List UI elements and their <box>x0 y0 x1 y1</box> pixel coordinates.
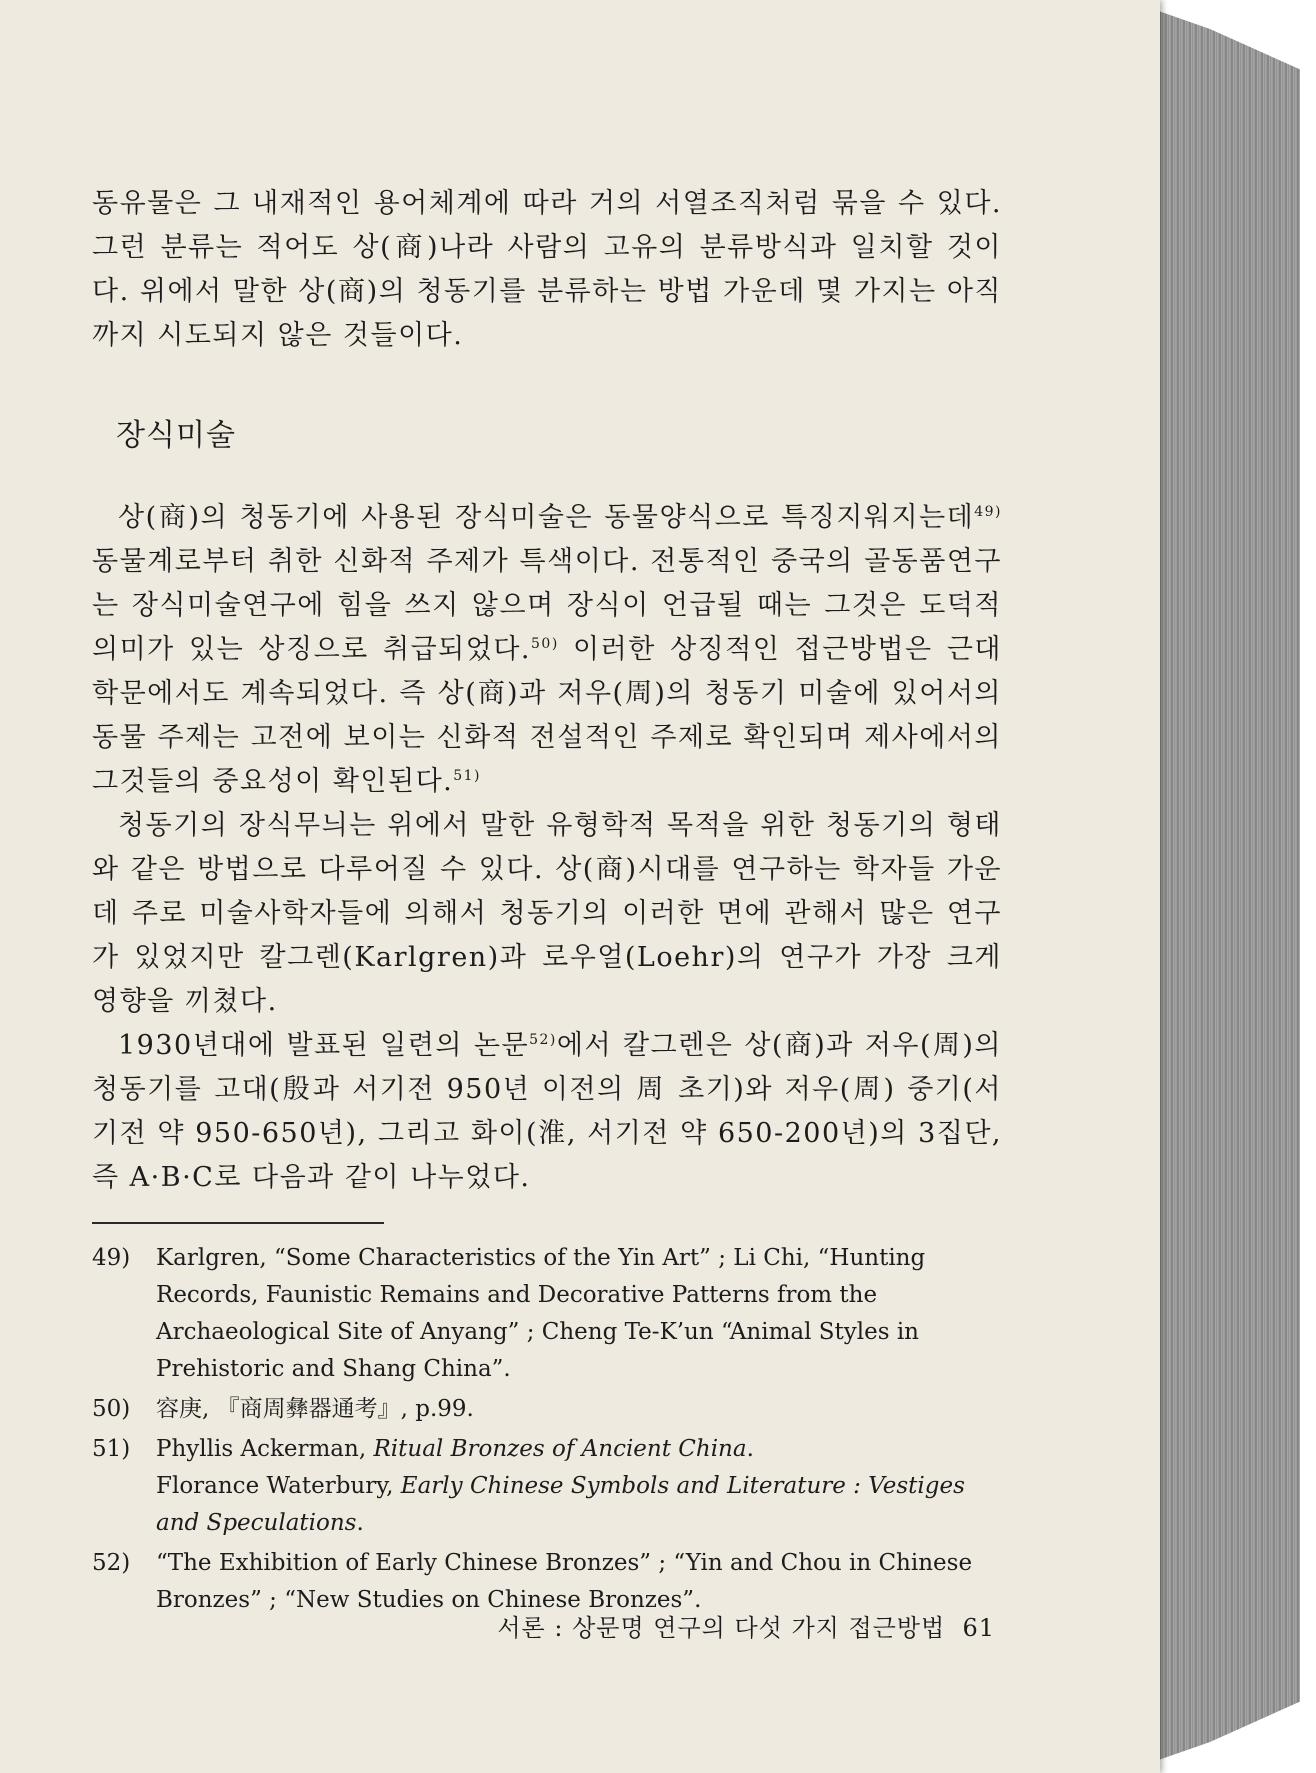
footnote-ref-52: 52) <box>529 1032 557 1048</box>
text-run: 1930년대에 발표된 일련의 논문 <box>118 1030 530 1061</box>
footnote-50 <box>92 1391 1002 1428</box>
footnote-51 <box>92 1431 1002 1542</box>
section-heading: 장식미술 <box>116 418 236 453</box>
footnote-49 <box>92 1240 1002 1388</box>
text-run: 동물계로부터 취한 신화적 주제가 특색이다. 전통적인 중국의 골동품연구는 장식미술연구에 힘을 쓰지 않으며 장식이 언급될 때는 그것은 도덕적 의미가 있는 상징으로 취급되었다. <box>92 546 1002 665</box>
footnote-text: 容庚, 『商周彝器通考』, p.99. <box>156 1396 474 1422</box>
footnote-text: Karlgren, “Some Characteristics of the Yin Art” ; Li Chi, “Hunting Records, Faunistic Remains and Decorative Patterns from the Archaeological Site of Anyang” ; Cheng Te-K’un “Animal Styles in Prehistoric and Shang China”. <box>156 1245 926 1382</box>
book-page-edges <box>1150 8 1300 1763</box>
paragraph-karlgren <box>92 1024 1002 1200</box>
footnote-number: 49) <box>92 1245 131 1271</box>
paragraph-intro: 동유물은 그 내재적인 용어체계에 따라 거의 서열조직처럼 묶을 수 있다. 그런 분류는 적어도 상(商)나라 사람의 고유의 분류방식과 일치할 것이다. 위에서 말한 상(商)의 청동기를 분류하는 방법 가운데 몇 가지는 아직까지 시도되지 않은 것들이다. <box>92 188 1002 351</box>
paragraph-ornament: 청동기의 장식무늬는 위에서 말한 유형학적 목적을 위한 청동기의 형태와 같은 방법으로 다루어질 수 있다. 상(商)시대를 연구하는 학자들 가운데 주로 미술사학자들에 의해서 청동기의 이러한 면에 관해서 많은 연구가 있었지만 칼그렌(Karlgren)과 로우얼(Loehr)의 연구가 가장 크게 영향을 끼쳤다. <box>92 810 1002 1017</box>
footnote-ref-49: 49) <box>974 504 1002 520</box>
footnote-text: Phyllis Ackerman, <box>156 1436 374 1462</box>
footnote-text: Florance Waterbury, <box>156 1473 401 1499</box>
footnote-ref-50: 50) <box>531 636 559 652</box>
running-footer <box>497 1608 995 1643</box>
footnote-number: 52) <box>92 1550 131 1576</box>
footnote-text: . <box>746 1436 754 1462</box>
book-title: Early Chinese Symbols and Literature : Vestiges and Speculations <box>156 1473 965 1536</box>
running-footer-title: 서론 : 상문명 연구의 다섯 가지 접근방법 <box>497 1614 946 1642</box>
text-run: 에서 칼그렌은 상(商)과 저우(周)의 청동기를 고대(殷과 서기전 950년 이전의 周 초기)와 저우(周) 중기(서기전 약 950-650년), 그리고 화이(淮, 서기전 약 650-200년)의 3집단, 즉 A·B·C로 다음과 같이 나누었다. <box>92 1030 1002 1193</box>
footnote-ref-51: 51) <box>453 768 482 784</box>
text-run: 이러한 상징적인 접근방법은 근대 학문에서도 계속되었다. 즉 상(商)과 저우(周)의 청동기 미술에 있어서의 동물 주제는 고전에 보이는 신화적 전설적인 주제로 확인되며 제사에서의 그것들의 중요성이 확인된다. <box>92 634 1002 797</box>
footnote-number: 51) <box>92 1436 131 1462</box>
footnote-number: 50) <box>92 1396 131 1422</box>
footnote-text: “The Exhibition of Early Chinese Bronzes” ; “Yin and Chou in Chinese Bronzes” ; “New Studies on Chinese Bronzes”. <box>156 1550 973 1613</box>
page-number: 61 <box>962 1614 995 1642</box>
footnote-text: . <box>356 1510 364 1536</box>
paragraph-decorative-art <box>92 496 1002 804</box>
book-title: Ritual Bronzes of Ancient China <box>373 1436 747 1462</box>
page-content <box>92 182 1002 1622</box>
text-run: 상(商)의 청동기에 사용된 장식미술은 동물양식으로 특징지워지는데 <box>118 502 975 533</box>
footnote-divider <box>92 1222 384 1224</box>
